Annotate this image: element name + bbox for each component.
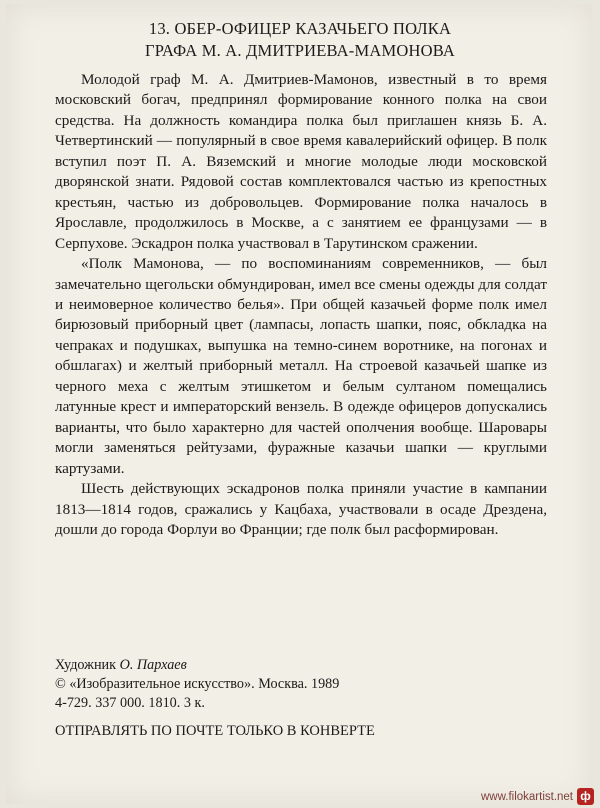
paragraph-1: Молодой граф М. А. Дмитриев-Мамонов, известный в то время московский богач, предпринял формирование конного полка на свои средства. На должность командира полка был приглашен князь Б. А. Четвертинский — популярный в свое время кавалерийский офицер. В полк вступил поэт П. А. Вяземский и многие молодые люди московской дворянской знати. Рядовой состав комплектовался частью из крепостных крестьян, частью из добровольцев. Формирование полка началось в Ярославле, продолжилось в Москве, а с занятием ее французами — в Серпухове. Эскадрон полка участвовал в Тарутинском сражении. (55, 71, 547, 252)
artist-credit (55, 656, 555, 675)
credits-block (55, 656, 555, 741)
title-line-2: ГРАФА М. А. ДМИТРИЕВА-МАМОНОВА (145, 41, 455, 60)
artist-label: Художник (55, 657, 117, 673)
watermark-logo-icon: ф (577, 788, 594, 805)
paragraph-3: Шесть действующих эскадронов полка приняли участие в кампании 1813—1814 годов, сражались у Кацбаха, участвовали в осаде Дрездена, дошли до города Форлуи во Франции; где полк был расформирован. (55, 480, 547, 538)
watermark (481, 788, 594, 805)
title-line-1: 13. ОБЕР-ОФИЦЕР КАЗАЧЬЕГО ПОЛКА (148, 19, 452, 38)
watermark-url: www.filokartist.net (480, 790, 573, 803)
paragraph-2: «Полк Мамонова, — по воспоминаниям современников, — был замечательно щегольски обмундирован, имел все смены одежды для солдат и неимоверное количество белья». При общей казачьей форме полк имел бирюзовый приборный цвет (лампасы, лопасть шапки, пояс, обкладка на чепраках и подушках, выпушка на темно-синем воротнике, на погонах и обшлагах) и желтый приборный металл. На строевой казачьей шапке из черного меха с желтым этишкетом и белым султаном помещались латунные крест и императорский вензель. В одежде офицеров допускались варианты, что было характерно для частей ополчения вообще. Шаровары могли заменяться рейтузами, фуражные казачьи шапки — круглыми картузами. (55, 255, 547, 477)
artist-name: О. Пархаев (119, 657, 187, 673)
description-text (55, 70, 547, 540)
mail-note: ОТПРАВЛЯТЬ ПО ПОЧТЕ ТОЛЬКО В КОНВЕРТЕ (55, 723, 375, 739)
print-codes: 4-729. 337 000. 1810. 3 к. (55, 695, 205, 711)
publisher-line: © «Изобразительное искусство». Москва. 1989 (55, 676, 340, 692)
page-title (0, 18, 600, 62)
